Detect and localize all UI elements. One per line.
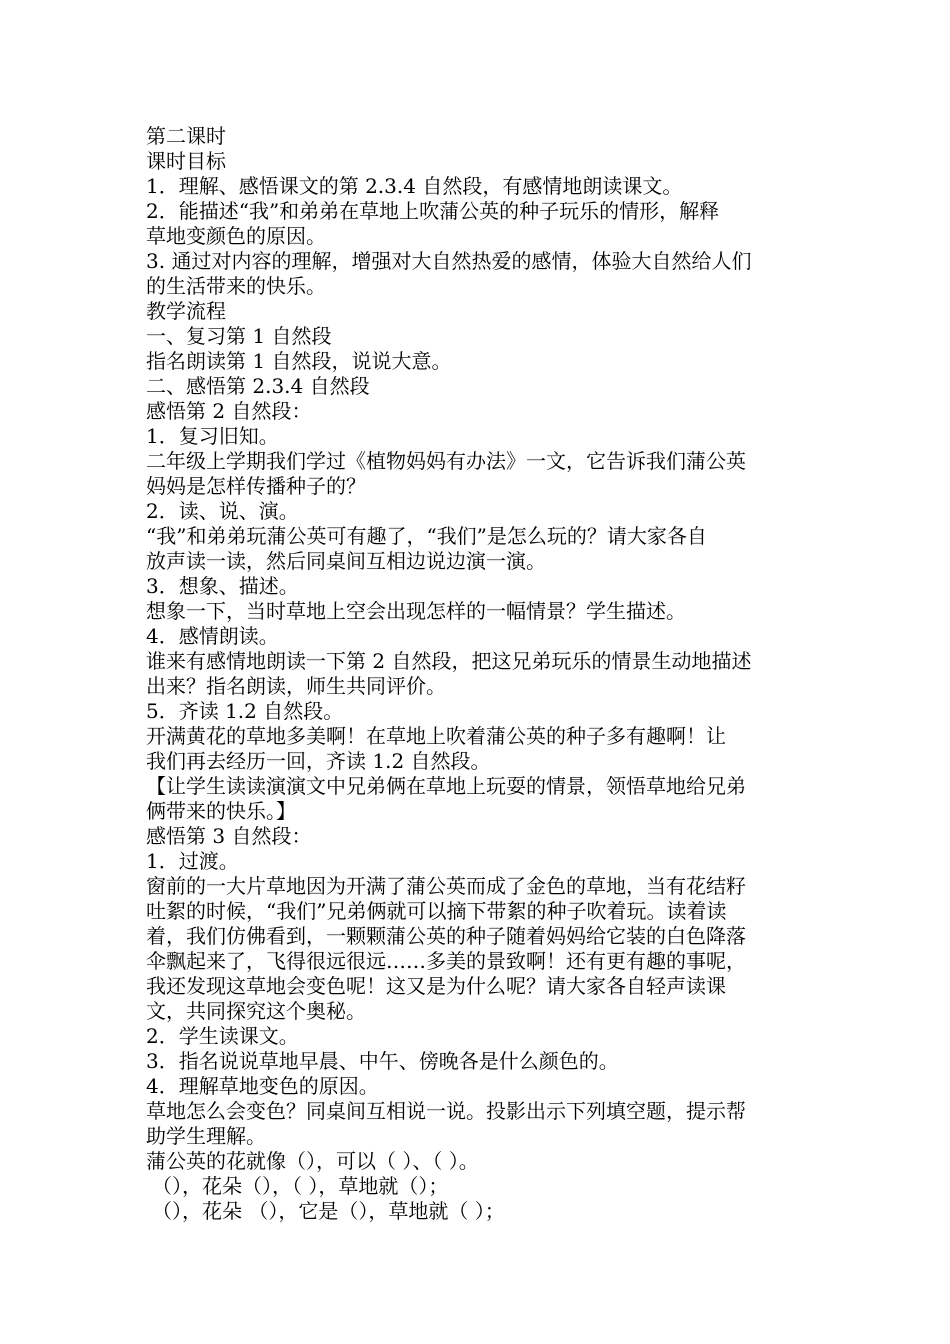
list-item: 5．齐读 1.2 自然段。 — [146, 699, 344, 723]
paragraph-line: 伞飘起来了，飞得很远很远……多美的景致啊！还有更有趣的事呢， — [146, 949, 746, 973]
list-item: 3．想象、描述。 — [146, 574, 299, 598]
objective-3-line-2: 的生活带来的快乐。 — [146, 274, 326, 298]
step-1-heading: 一、复习第 1 自然段 — [146, 324, 332, 348]
paragraph-line: 妈妈是怎样传播种子的？ — [146, 474, 366, 498]
list-item: 3．指名说说草地早晨、中午、傍晚各是什么颜色的。 — [146, 1049, 619, 1073]
paragraph-line: 放声读一读，然后同桌间互相边说边演一演。 — [146, 549, 546, 573]
subsection-heading-para-3: 感悟第 3 自然段： — [146, 824, 312, 848]
paragraph-line: 草地怎么会变色？同桌间互相说一说。投影出示下列填空题，提示帮 — [146, 1099, 746, 1123]
fill-in-blank-line: （），花朵 （），它是（），草地就（ ）； — [152, 1199, 505, 1223]
paragraph-line: 文，共同探究这个奥秘。 — [146, 999, 366, 1023]
list-item: 2．读、说、演。 — [146, 499, 299, 523]
paragraph-line: 二年级上学期我们学过《植物妈妈有办法》一文，它告诉我们蒲公英 — [146, 449, 746, 473]
list-item: 4．理解草地变色的原因。 — [146, 1074, 379, 1098]
list-item: 1．复习旧知。 — [146, 424, 279, 448]
paragraph-line: 我们再去经历一回，齐读 1.2 自然段。 — [146, 749, 491, 773]
paragraph-line: 我还发现这草地会变色呢！这又是为什么呢？请大家各自轻声读课 — [146, 974, 726, 998]
paragraph-line: 助学生理解。 — [146, 1124, 266, 1148]
paragraph-line: 吐絮的时候，“我们”兄弟俩就可以摘下带絮的种子吹着玩。读着读 — [146, 899, 727, 923]
paragraph-line: 着，我们仿佛看到，一颗颗蒲公英的种子随着妈妈给它装的白色降落 — [146, 924, 746, 948]
document-page — [146, 124, 810, 1224]
step-2-heading: 二、感悟第 2.3.4 自然段 — [146, 374, 370, 398]
list-item: 1．过渡。 — [146, 849, 239, 873]
subsection-heading-para-2: 感悟第 2 自然段： — [146, 399, 312, 423]
paragraph-line: 指名朗读第 1 自然段，说说大意。 — [146, 349, 452, 373]
list-item: 4．感情朗读。 — [146, 624, 279, 648]
objective-2-line-1: 2．能描述“我”和弟弟在草地上吹蒲公英的种子玩乐的情形，解释 — [146, 199, 720, 223]
bracket-note-line: 俩带来的快乐。】 — [146, 799, 296, 823]
fill-in-blank-line: 蒲公英的花就像（），可以（ ）、（ ）。 — [146, 1149, 479, 1173]
list-item: 2．学生读课文。 — [146, 1024, 299, 1048]
paragraph-line: 窗前的一大片草地因为开满了蒲公英而成了金色的草地，当有花结籽 — [146, 874, 746, 898]
objective-1: 1．理解、感悟课文的第 2.3.4 自然段，有感情地朗读课文。 — [146, 174, 683, 198]
paragraph-line: 出来？指名朗读，师生共同评价。 — [146, 674, 446, 698]
section-heading-objectives: 课时目标 — [146, 149, 226, 173]
bracket-note-line: 【让学生读读演演文中兄弟俩在草地上玩耍的情景，领悟草地给兄弟 — [146, 774, 746, 798]
lesson-title: 第二课时 — [146, 124, 226, 148]
fill-in-blank-line: （），花朵（），（ ），草地就（）； — [152, 1174, 449, 1198]
objective-3-line-1: 3. 通过对内容的理解，增强对大自然热爱的感情，体验大自然给人们 — [146, 249, 752, 273]
paragraph-line: “我”和弟弟玩蒲公英可有趣了，“我们”是怎么玩的？请大家各自 — [146, 524, 707, 548]
section-heading-process: 教学流程 — [146, 299, 226, 323]
paragraph-line: 想象一下，当时草地上空会出现怎样的一幅情景？学生描述。 — [146, 599, 686, 623]
paragraph-line: 谁来有感情地朗读一下第 2 自然段，把这兄弟玩乐的情景生动地描述 — [146, 649, 752, 673]
objective-2-line-2: 草地变颜色的原因。 — [146, 224, 326, 248]
paragraph-line: 开满黄花的草地多美啊！在草地上吹着蒲公英的种子多有趣啊！让 — [146, 724, 726, 748]
